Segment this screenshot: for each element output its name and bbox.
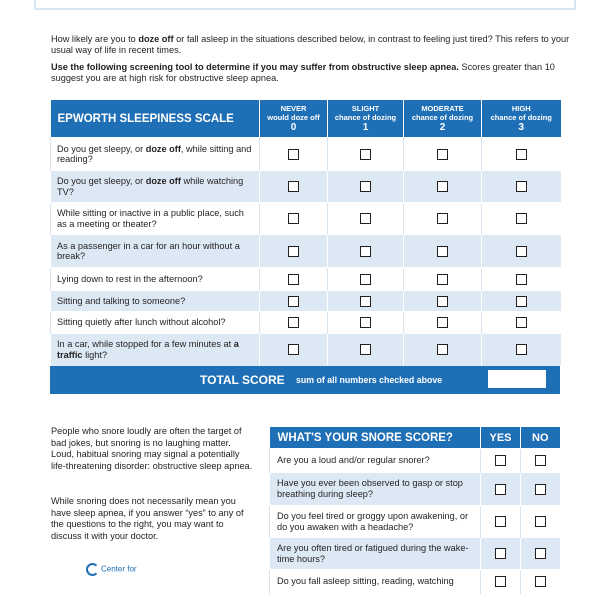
no-checkbox[interactable] — [535, 548, 546, 559]
snoring-paragraph-1: People who snore loudly are often the target of bad jokes, but snoring is no laughing matter. Loud, habitual snoring may signal a potentially life-threatening disorder: obstructive sleep apnea. — [51, 426, 253, 471]
col-high: HIGH chance of dozing 3 — [482, 100, 561, 138]
col-slight: SLIGHT chance of dozing 1 — [328, 100, 404, 138]
col-never: NEVER would doze off 0 — [260, 100, 328, 138]
situation-label: Do you get sleepy, or doze off while watching TV? — [51, 171, 260, 203]
checkbox[interactable] — [288, 344, 299, 355]
question-label: Have you ever been observed to gasp or stop breathing during sleep? — [270, 473, 481, 506]
situation-label: Lying down to rest in the afternoon? — [51, 268, 260, 291]
intro-paragraph-1: How likely are you to doze off or fall asleep in the situations described below, in contrast to feeling just tired? This refers to your usual way of life in recent times. — [51, 34, 570, 55]
checkbox[interactable] — [288, 181, 299, 192]
checkbox[interactable] — [516, 246, 527, 257]
yes-checkbox[interactable] — [495, 548, 506, 559]
table-row — [270, 473, 560, 506]
total-score-description: sum of all numbers checked above — [296, 375, 443, 385]
checkbox[interactable] — [288, 149, 299, 160]
table-row — [270, 449, 560, 473]
checkbox[interactable] — [360, 213, 371, 224]
total-score-bar — [50, 366, 560, 394]
snoring-paragraph-2: While snoring does not necessarily mean you have sleep apnea, if you answer “yes” to any of the questions to the right, you may want to discuss it with your doctor. — [51, 496, 244, 541]
situation-label: Sitting and talking to someone? — [51, 291, 260, 312]
no-checkbox[interactable] — [535, 516, 546, 527]
checkbox[interactable] — [516, 274, 527, 285]
checkbox[interactable] — [516, 296, 527, 307]
checkbox[interactable] — [516, 213, 527, 224]
checkbox[interactable] — [288, 246, 299, 257]
checkbox[interactable] — [288, 213, 299, 224]
table-row — [270, 570, 560, 594]
no-checkbox[interactable] — [535, 484, 546, 495]
table-row — [51, 171, 561, 203]
checkbox[interactable] — [437, 317, 448, 328]
checkbox[interactable] — [437, 181, 448, 192]
table-row — [51, 291, 561, 312]
checkbox[interactable] — [437, 213, 448, 224]
epworth-title: EPWORTH SLEEPINESS SCALE — [51, 100, 260, 138]
checkbox[interactable] — [360, 274, 371, 285]
checkbox[interactable] — [360, 317, 371, 328]
checkbox[interactable] — [516, 149, 527, 160]
checkbox[interactable] — [516, 181, 527, 192]
table-row — [51, 312, 561, 334]
snore-score-title: WHAT'S YOUR SNORE SCORE? — [270, 427, 481, 449]
checkbox[interactable] — [437, 296, 448, 307]
table-row — [51, 138, 561, 171]
logo-icon — [86, 563, 99, 576]
checkbox[interactable] — [516, 317, 527, 328]
question-label: Are you a loud and/or regular snorer? — [270, 449, 481, 473]
snore-score-table — [269, 427, 560, 594]
checkbox[interactable] — [288, 317, 299, 328]
table-row — [51, 235, 561, 268]
table-row — [270, 506, 560, 538]
intro-paragraph-2: Use the following screening tool to determine if you may suffer from obstructive sleep apnea. Scores greater than 10 suggest you are at high risk for obstructive sleep apnea. — [51, 62, 555, 83]
checkbox[interactable] — [360, 296, 371, 307]
checkbox[interactable] — [437, 274, 448, 285]
no-checkbox[interactable] — [535, 455, 546, 466]
situation-label: While sitting or inactive in a public place, such as a meeting or theater? — [51, 203, 260, 235]
yes-checkbox[interactable] — [495, 484, 506, 495]
checkbox[interactable] — [516, 344, 527, 355]
checkbox[interactable] — [437, 149, 448, 160]
table-row — [51, 268, 561, 291]
checkbox[interactable] — [288, 274, 299, 285]
situation-label: Sitting quietly after lunch without alcohol? — [51, 312, 260, 334]
epworth-table — [50, 100, 561, 366]
question-label: Do you fall asleep sitting, reading, watching — [270, 570, 481, 594]
col-yes: YES — [481, 427, 521, 449]
situation-label: As a passenger in a car for an hour without a break? — [51, 235, 260, 268]
checkbox[interactable] — [360, 246, 371, 257]
checkbox[interactable] — [360, 344, 371, 355]
total-score-label: TOTAL SCORE — [200, 373, 285, 387]
question-label: Do you feel tired or groggy upon awakening, or do you awaken with a headache? — [270, 506, 481, 538]
checkbox[interactable] — [437, 344, 448, 355]
table-row — [270, 538, 560, 570]
logo-text: Center for — [101, 564, 137, 574]
table-row — [51, 203, 561, 235]
yes-checkbox[interactable] — [495, 516, 506, 527]
question-label: Are you often tired or fatigued during the wake-time hours? — [270, 538, 481, 570]
checkbox[interactable] — [360, 181, 371, 192]
table-row — [51, 334, 561, 366]
checkbox[interactable] — [288, 296, 299, 307]
situation-label: In a car, while stopped for a few minutes at a traffic light? — [51, 334, 260, 366]
top-frame — [34, 0, 576, 10]
situation-label: Do you get sleepy, or doze off, while sitting and reading? — [51, 138, 260, 171]
checkbox[interactable] — [360, 149, 371, 160]
total-score-field[interactable] — [488, 370, 546, 388]
center-logo — [86, 563, 137, 576]
checkbox[interactable] — [437, 246, 448, 257]
col-moderate: MODERATE chance of dozing 2 — [404, 100, 482, 138]
col-no: NO — [521, 427, 560, 449]
yes-checkbox[interactable] — [495, 455, 506, 466]
